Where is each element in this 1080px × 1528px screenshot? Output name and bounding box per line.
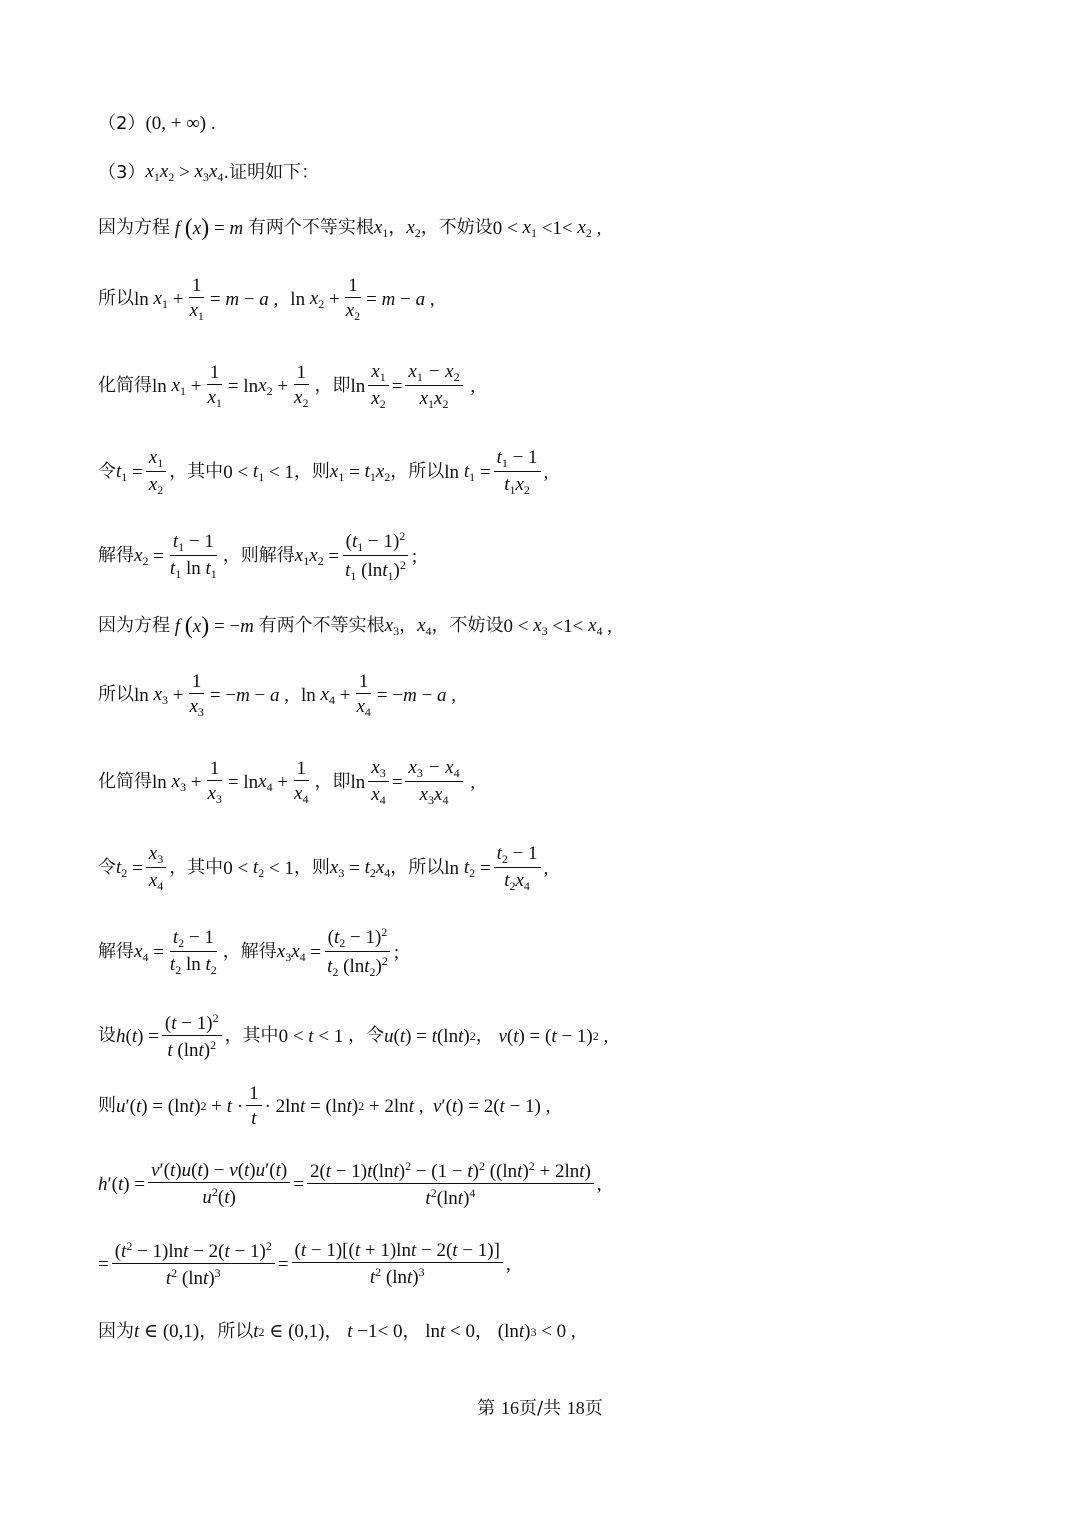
proof-line: 令 $t_1$ = $\frac{x_1}{x_2}$ ，其中 0 < $t_1$ < 1 ，则 $x_1$ = $t_1x_2$ ，所以 ln $t_1$ = $\frac{t_1 - 1}{t_1x_2}$ ,: [98, 447, 549, 497]
item-value: (0, + ∞) .: [145, 113, 216, 134]
proof-line: 化简得 ln $x_1$ + $\frac{1}{x_1}$ = ln $x_2$ + $\frac{1}{x_2}$ ，即 ln $\frac{x_1}{x_2}$ = $\frac{x_1 - x_2}{x_1x_2}$ ,: [98, 361, 476, 411]
item-label: （2）: [98, 112, 146, 134]
proof-line: 所以 ln $x_1$ + $\frac{1}{x_1}$ = m − a , ln $x_2$ + $\frac{1}{x_2}$ = m − a ,: [98, 275, 435, 323]
proof-line: 化简得 ln $x_3$ + $\frac{1}{x_3}$ = ln $x_4$ + $\frac{1}{x_4}$ ，即 ln $\frac{x_3}{x_4}$ = $\frac{x_3 - x_4}{x_3x_4}$ ,: [98, 757, 476, 807]
item-label: （3）: [98, 161, 146, 183]
proof-line: 因为方程 f ( x ) = m 有两个不等实根 $x_1$ ， $x_2$ ，不妨设 0 < $x_1$ <1< $x_2$ ,: [98, 215, 602, 241]
proof-line: 所以 ln $x_3$ + $\frac{1}{x_3}$ = − m − a , ln $x_4$ + $\frac{1}{x_4}$ = − m − a ,: [98, 671, 457, 719]
proof-line: 解得 $x_2$ = $\frac{t_1 - 1}{t_1 \ln t_1}$ ，则解得 $x_1x_2$ = $\frac{(t_1 - 1)^2}{t_1 (\ln t_1)^2}$ ;: [98, 529, 418, 583]
proof-line: 令 $t_2$ = $\frac{x_3}{x_4}$ ，其中 0 < $t_2$ < 1 ，则 $x_3$ = $t_2x_4$ ，所以 ln $t_2$ = $\frac{t_2 - 1}{t_2x_4}$ ,: [98, 843, 549, 893]
proof-line: 因为 t ∈ (0,1) ，所以 t 2 ∈ (0,1) ， t −1< 0 ， ln t < 0 ， (ln t ) 3 < 0 ,: [98, 1320, 576, 1342]
page-footer: 第 16页/共 18页: [477, 1398, 603, 1419]
page-total: 18: [566, 1398, 585, 1418]
proof-line: 设 h ( t ) = $\frac{(t - 1)^2}{t (\ln t)^2}$ ，其中 0 < t < 1 ，令 u ( t ) = t (ln t ) 2 ， v ( t ) = ( t − 1) 2 ,: [98, 1011, 609, 1061]
proof-line: = $\frac{(t^2 - 1)\ln t - 2(t - 1)^2}{t^2 (\ln t)^3}$ = $\frac{(t - 1)[(t + 1)\ln t - 2(t - 1)]}{t^2 (\ln t)^3}$ ,: [98, 1239, 511, 1289]
claim-tail: .证明如下：: [223, 161, 320, 183]
proof-line: h ′( t ) = $\frac{v'(t)u(t) - v(t)u'(t)}{u^2(t)}$ = $\frac{2(t - 1)t(\ln t)^2 - (1 - t)^2 ((\ln t)^2 + 2\ln t)}{t^2(\ln t)^4}$ ,: [98, 1159, 602, 1209]
proof-line: 则 u ′( t ) = (ln t ) 2 + t · $\frac{1}{t}$ · 2ln t = (ln t ) 2 + 2ln t , v ′( t ) = 2( t − 1) ,: [98, 1083, 551, 1129]
answer-item-3: （3） $x_1x_2$ > $x_3x_4$ .证明如下：: [98, 161, 320, 184]
proof-line: 因为方程 f ( x ) = − m 有两个不等实根 $x_3$ ， $x_4$ ，不妨设 0 < $x_3$ <1< $x_4$ ,: [98, 613, 613, 639]
page-number: 16: [500, 1398, 519, 1418]
answer-item-2: [98, 114, 216, 133]
proof-line: 解得 $x_4$ = $\frac{t_2 - 1}{t_2 \ln t_2}$ ，解得 $x_3x_4$ = $\frac{(t_2 - 1)^2}{t_2 (\ln t_2)^2}$ ;: [98, 925, 400, 979]
